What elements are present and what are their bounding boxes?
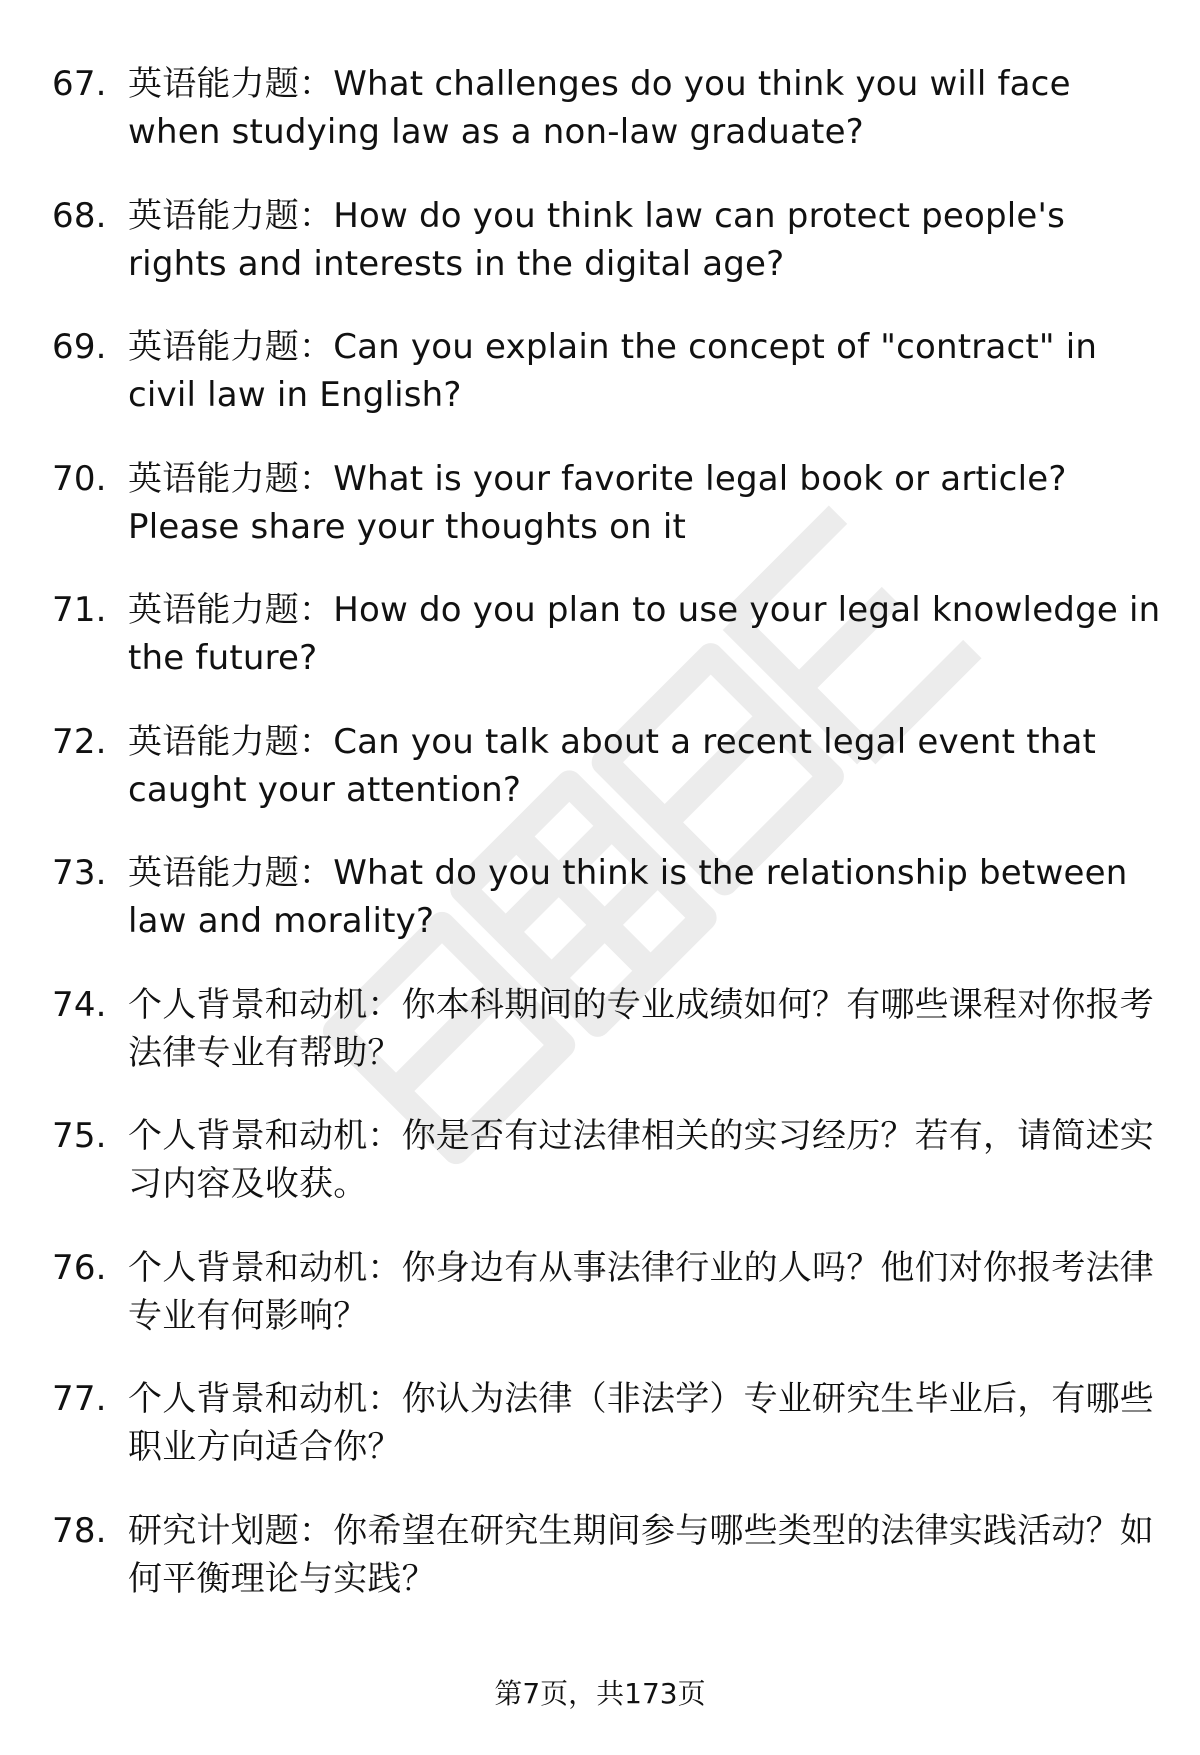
question-text: 英语能力题：How do you plan to use your legal knowledge in the future? [128, 590, 1161, 678]
question-number: 73. [52, 853, 107, 893]
page-footer [0, 1677, 1200, 1711]
question-item [52, 60, 1162, 156]
question-number: 75. [52, 1116, 107, 1156]
question-text: 个人背景和动机：你是否有过法律相关的实习经历？若有，请简述实习内容及收获。 [128, 1116, 1154, 1204]
question-text: 英语能力题：What challenges do you think you will face when studying law as a non-law graduate? [128, 64, 1071, 152]
question-item [52, 849, 1162, 945]
question-number: 77. [52, 1379, 107, 1419]
question-number: 78. [52, 1510, 107, 1551]
question-text: 英语能力题：Can you explain the concept of "contract" in civil law in English? [128, 327, 1098, 415]
question-text: 英语能力题：How do you think law can protect people's rights and interests in the digital age? [128, 195, 1066, 284]
question-item [52, 323, 1162, 419]
question-text: 英语能力题：Can you talk about a recent legal event that caught your attention? [128, 721, 1097, 810]
question-item [52, 1244, 1162, 1340]
question-text: 个人背景和动机：你认为法律（非法学）专业研究生毕业后，有哪些职业方向适合你？ [128, 1379, 1154, 1467]
question-number: 69. [52, 327, 107, 367]
question-item [52, 981, 1162, 1077]
question-list [52, 60, 1162, 1638]
question-text: 英语能力题：What is your favorite legal book or article? Please share your thoughts on it [128, 458, 1067, 547]
question-number: 74. [52, 984, 107, 1025]
question-number: 72. [52, 721, 107, 762]
question-item [52, 192, 1162, 288]
question-number: 70. [52, 458, 107, 499]
question-text: 研究计划题：你希望在研究生期间参与哪些类型的法律实践活动？如何平衡理论与实践？ [128, 1510, 1154, 1599]
question-text: 个人背景和动机：你本科期间的专业成绩如何？有哪些课程对你报考法律专业有帮助？ [128, 984, 1154, 1073]
question-item [52, 1112, 1162, 1208]
page-number-label: 第7页，共173页 [494, 1677, 706, 1710]
question-item [52, 586, 1162, 682]
question-item [52, 1507, 1162, 1603]
question-number: 68. [52, 195, 107, 236]
question-item [52, 455, 1162, 551]
question-text: 英语能力题：What do you think is the relationship between law and morality? [128, 853, 1128, 941]
question-number: 67. [52, 64, 107, 104]
question-text: 个人背景和动机：你身边有从事法律行业的人吗？他们对你报考法律专业有何影响？ [128, 1247, 1154, 1336]
question-number: 71. [52, 590, 107, 630]
question-number: 76. [52, 1247, 107, 1288]
question-item [52, 1375, 1162, 1471]
question-item [52, 718, 1162, 814]
